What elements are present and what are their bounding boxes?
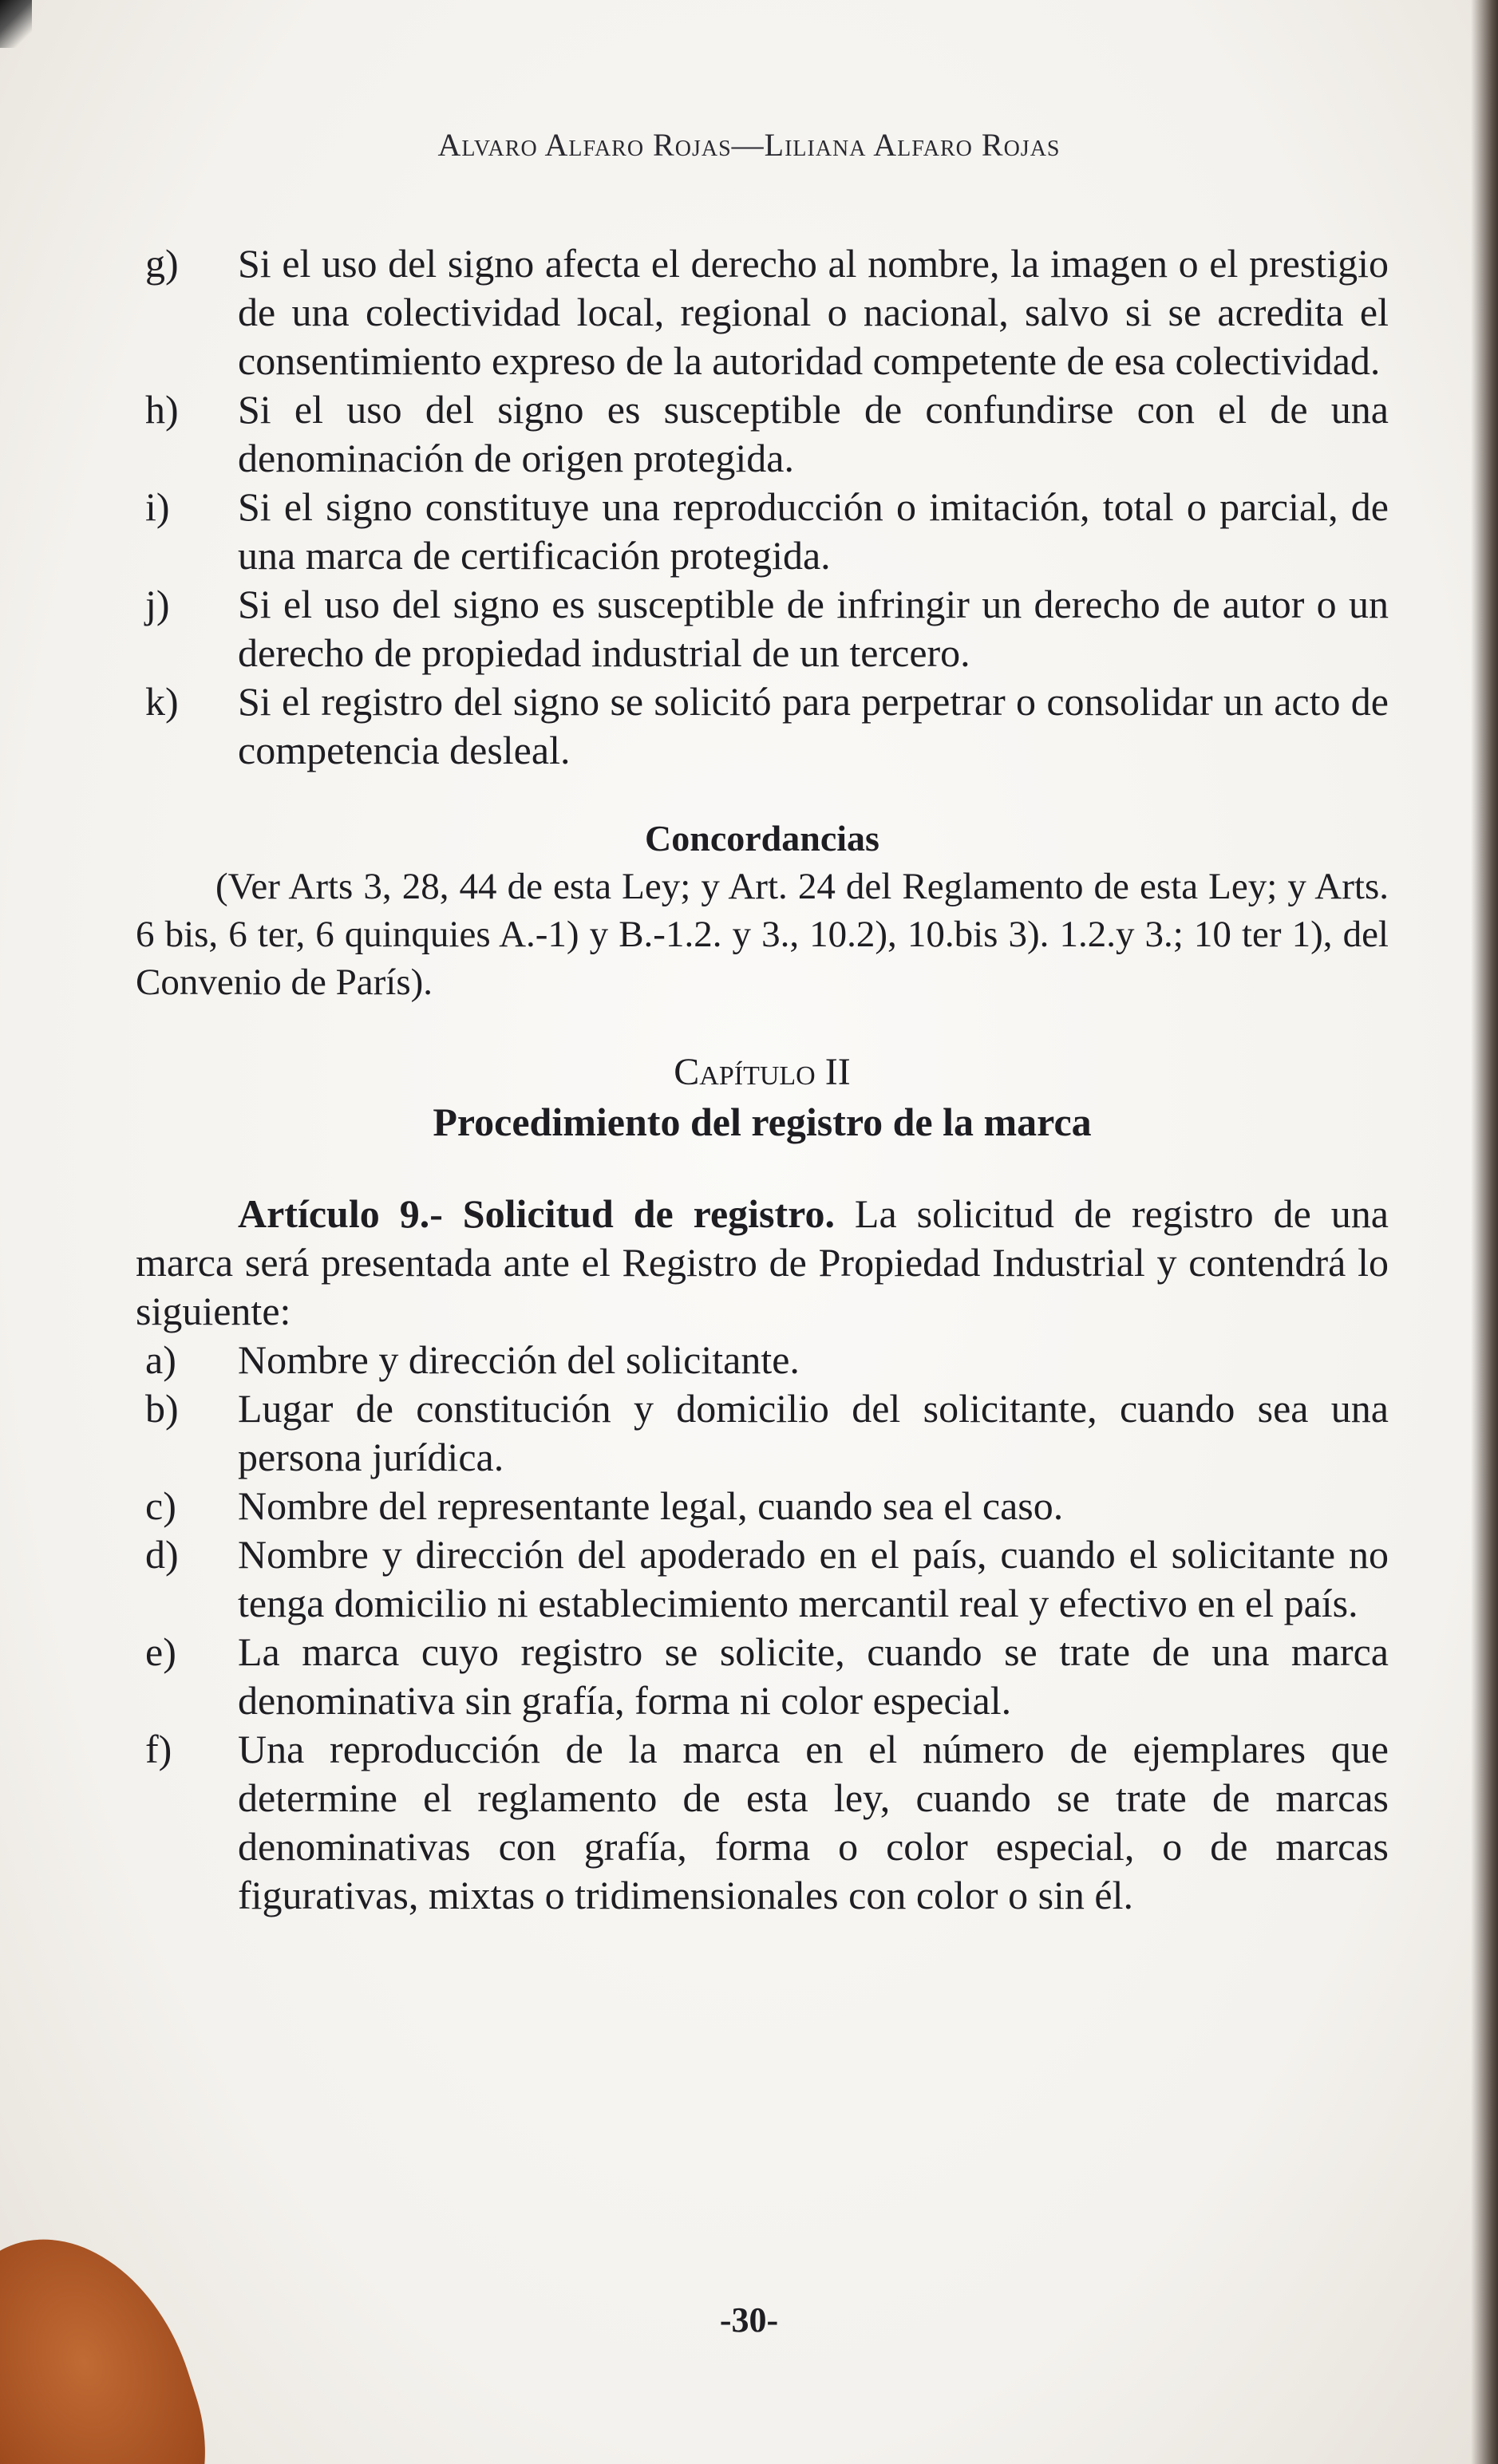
- list-item: [136, 580, 1389, 677]
- item-text: Nombre del representante legal, cuando sea el caso.: [238, 1483, 1064, 1528]
- item-text: Si el uso del signo es susceptible de infringir un derecho de autor o un derecho de propiedad industrial de un tercero.: [238, 582, 1389, 675]
- page-body: [136, 239, 1389, 1920]
- item-letter: e): [145, 1629, 176, 1674]
- item-text: Si el registro del signo se solicitó para perpetrar o consolidar un acto de competencia desleal.: [238, 679, 1389, 772]
- chapter-number: Capítulo II: [674, 1051, 851, 1093]
- page-edge-shadow: [1471, 0, 1498, 2464]
- item-text: Nombre y dirección del solicitante.: [238, 1337, 800, 1382]
- item-letter: a): [145, 1337, 176, 1382]
- item-letter: f): [145, 1727, 172, 1771]
- article-intro: La solicitud de registro de una marca será presentada ante el Registro de Propiedad Industrial y contendrá lo siguiente:: [136, 1191, 1389, 1333]
- item-letter: j): [145, 582, 170, 626]
- concordancias-text: (Ver Arts 3, 28, 44 de esta Ley; y Art. 24 del Reglamento de esta Ley; y Arts. 6 bis, 6 ter, 6 quinquies A.-1) y B.-1.2. y 3., 10.2), 10.bis 3). 1.2.y 3.; 10 ter 1), del Convenio de París).: [136, 866, 1389, 1003]
- page-number: -30-: [719, 2300, 779, 2340]
- chapter-title: Procedimiento del registro de la marca: [433, 1100, 1092, 1144]
- item-text: Si el uso del signo afecta el derecho al nombre, la imagen o el prestigio de una colectividad local, regional o nacional, salvo si se acredita el consentimiento expreso de la autoridad competente de esa colectividad.: [238, 241, 1389, 383]
- concordancias-title: Concordancias: [645, 818, 879, 859]
- list-top: [136, 239, 1389, 775]
- item-letter: k): [145, 679, 179, 724]
- running-head: Alvaro Alfaro Rojas—Liliana Alfaro Rojas: [437, 127, 1061, 163]
- article-paragraph: [136, 1190, 1389, 1336]
- item-letter: i): [145, 484, 170, 529]
- item-text: Si el uso del signo es susceptible de confundirse con el de una denominación de origen protegida.: [238, 387, 1389, 480]
- item-letter: b): [145, 1386, 179, 1431]
- item-letter: g): [145, 241, 179, 286]
- item-text: La marca cuyo registro se solicite, cuando se trate de una marca denominativa sin grafía, forma ni color especial.: [238, 1629, 1389, 1723]
- item-letter: d): [145, 1532, 179, 1577]
- list-item: [136, 483, 1389, 580]
- item-text: Nombre y dirección del apoderado en el país, cuando el solicitante no tenga domicilio ni establecimiento mercantil real y efectivo en el país.: [238, 1532, 1389, 1625]
- list-item: [136, 677, 1389, 775]
- list-bottom: [136, 1336, 1389, 1920]
- list-item: [136, 1336, 1389, 1384]
- page-corner-shadow: [0, 0, 32, 48]
- list-item: [136, 385, 1389, 483]
- list-item: [136, 239, 1389, 385]
- item-text: Lugar de constitución y domicilio del solicitante, cuando sea una persona jurídica.: [238, 1386, 1389, 1479]
- article-heading: Artículo 9.- Solicitud de registro.: [238, 1191, 835, 1236]
- list-item: [136, 1482, 1389, 1530]
- item-text: Una reproducción de la marca en el número de ejemplares que determine el reglamento de esta ley, cuando se trate de marcas denominativas con grafía, forma o color especial, o de marcas figurativas, mixtas o tridimensionales con color o sin él.: [238, 1727, 1389, 1917]
- item-letter: c): [145, 1483, 176, 1528]
- list-item: [136, 1628, 1389, 1725]
- list-item: [136, 1725, 1389, 1920]
- list-item: [136, 1384, 1389, 1482]
- item-letter: h): [145, 387, 179, 432]
- list-item: [136, 1530, 1389, 1628]
- item-text: Si el signo constituye una reproducción o imitación, total o parcial, de una marca de certificación protegida.: [238, 484, 1389, 578]
